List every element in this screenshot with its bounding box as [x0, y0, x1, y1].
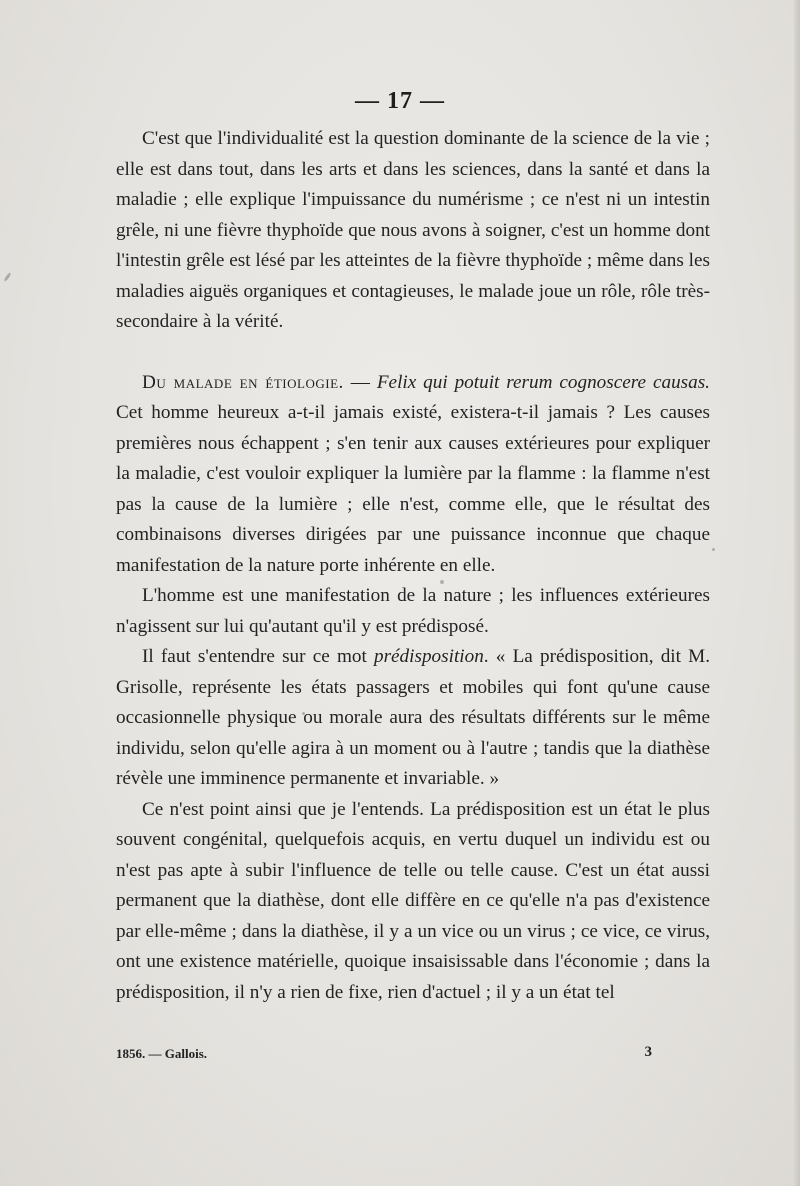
predisposition-term: prédisposition: [373, 646, 484, 667]
ink-speck: [440, 580, 444, 584]
margin-mark: [3, 272, 11, 282]
section-heading: Du malade en étiologie.: [142, 371, 344, 393]
printer-imprint: 1856. — Gallois.: [116, 1046, 208, 1061]
ink-speck: [302, 712, 305, 715]
page-edge-shadow: [794, 0, 800, 1186]
page-number: — 17 —: [355, 88, 445, 114]
paragraph-etiologie-text: Cet homme heureux a-t-il jamais existé, existera-t-il jamais ? Les causes premières nous échappent ; s'en tenir aux causes extérieures pour expliquer la maladie, c'est vouloir expliquer la lumière par la flamme : la flamme n'est pas la cause de la lumière ; elle n'est, comme elle, que le résultat des combinaisons diverses dirigées par une puissance inconnue que chaque manifestation de la nature porte inhérente en elle.: [116, 402, 710, 576]
heading-dash: —: [343, 371, 377, 393]
paragraph-ce-nest-point: Ce n'est point ainsi que je l'entends. La prédisposition est un état le plus souvent congénital, quelquefois acquis, en vertu duquel un individu est ou n'est pas apte à subir l'influence de telle ou telle cause. C'est un état aussi permanent que la diathèse, dont elle diffère en ce qu'elle n'a pas d'existence par elle-même ; dans la diathèse, il y a un vice ou un virus ; ce vice, ce virus, ont une existence matérielle, quoique insaisissable dans l'économie ; dans la prédisposition, il n'y a rien de fixe, rien d'actuel ; il y a un état tel: [116, 798, 710, 1003]
signature-mark: 3: [644, 1044, 652, 1060]
paragraph-etiologie: [116, 368, 710, 582]
body-text: [116, 124, 710, 1008]
paragraph-individualite: C'est que l'individualité est la question dominante de la science de la vie ; elle est dans tout, dans les arts et dans les sciences, dans la santé et dans la maladie ; elle explique l'impuissance du numérisme ; ce n'est ni un intestin grêle, ni une fièvre thyphoïde que nous avons à soigner, c'est un homme dont l'intestin grêle est lésé par les atteintes de la fièvre thyphoïde ; même dans les maladies aiguës organiques et contagieuses, le malade joue un rôle, rôle très-secondaire à la vérité.: [116, 128, 710, 332]
predisposition-lead: Il faut s'entendre sur ce mot: [142, 646, 374, 667]
paragraph-predisposition: [116, 642, 710, 795]
paragraph-homme-nature: L'homme est une manifestation de la nature ; les influences extérieures n'agissent sur lui qu'autant qu'il y est prédisposé.: [116, 585, 710, 637]
latin-quote: Felix qui potuit rerum cognoscere causas.: [376, 371, 710, 393]
page-footer: [116, 1046, 652, 1062]
predisposition-rest: . « La prédisposition, dit M. Grisolle, représente les états passagers et mobiles qui font qu'une cause occasionnelle physique ou morale aura des résultats différents sur le même individu, selon qu'elle agira à un moment ou à l'autre ; tandis que la diathèse révèle une imminence permanente et invariable. »: [116, 646, 710, 789]
ink-speck: [712, 548, 715, 551]
